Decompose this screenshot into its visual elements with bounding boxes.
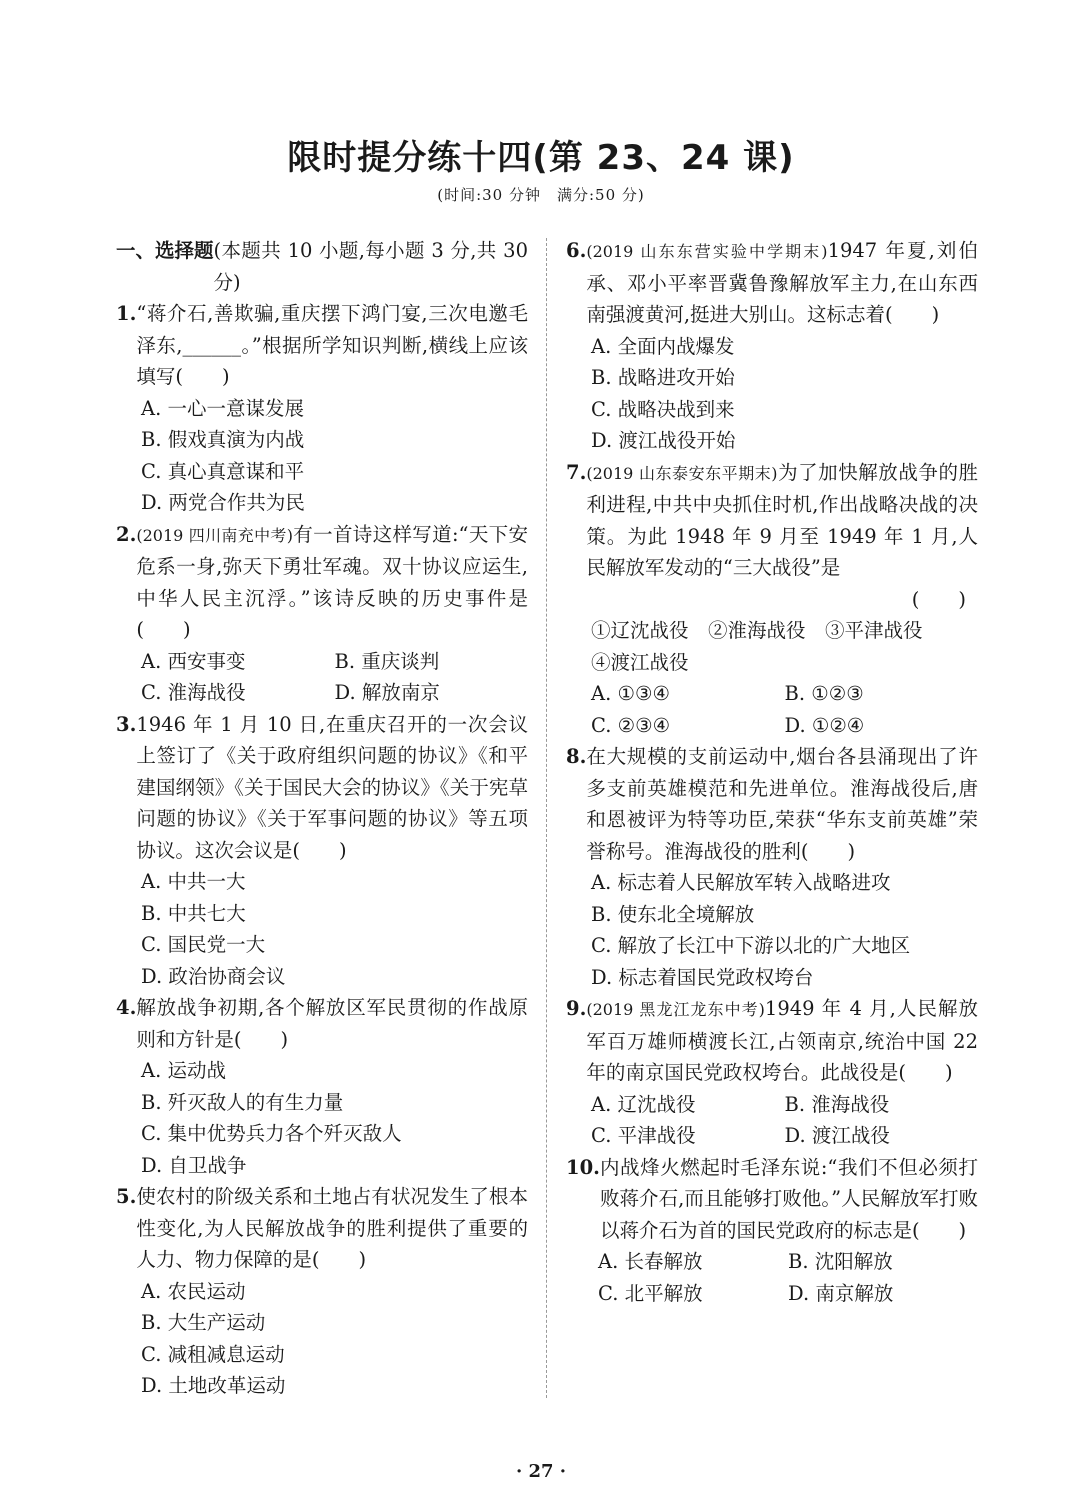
option: A. 长春解放: [598, 1250, 703, 1273]
option-row: [116, 646, 528, 678]
option: C. 平津战役: [591, 1124, 696, 1147]
answer-parenthesis: ( ): [911, 587, 966, 611]
question-6: 6. (2019 山东东营实验中学期末)1947 年夏,刘伯承、邓小平率晋冀鲁豫解放军主力,在山东西南强渡黄河,挺进大别山。这标志着( ): [566, 239, 978, 326]
option: B. 淮海战役: [784, 1092, 890, 1116]
option: D. 政治协商会议: [141, 964, 286, 988]
option-row: [566, 1278, 978, 1310]
page-title: 限时提分练十四(第 23、24 课): [287, 138, 795, 178]
question-8: 8. 在大规模的支前运动中,烟台各县涌现出了许多支前英雄模范和先进单位。淮海战役后,唐和恩被评为特等功臣,荣获“华东支前英雄”荣誉称号。淮海战役的胜利( ): [566, 745, 978, 863]
option-row: [566, 1120, 978, 1152]
question-10: 10. 内战烽火燃起时毛泽东说:“我们不但必须打败蒋介石,而且能够打败他。”人民解放军打败以蒋介石为首的国民党政府的标志是( ): [566, 1155, 978, 1242]
question-5: 5. 使农村的阶级关系和土地占有状况发生了根本性变化,为人民解放战争的胜利提供了重要的人力、物力保障的是( ): [116, 1185, 528, 1271]
time-and-score: (时间:30 分钟 满分:50 分): [437, 186, 645, 204]
option: D. 两党合作共为民: [141, 491, 305, 514]
option: C. 淮海战役: [141, 681, 246, 704]
left-column: [116, 235, 528, 1402]
question-9: 9. (2019 黑龙江龙东中考)1949 年 4 月,人民解放军百万雄师横渡长江,占领南京,统治中国 22 年的南京国民党政权垮台。此战役是( ): [566, 997, 979, 1084]
option: C. 国民党一大: [141, 933, 266, 956]
option-row: [566, 1089, 978, 1121]
option: D. 自卫战争: [141, 1153, 247, 1177]
option: B. 假戏真演为内战: [141, 428, 305, 451]
question-4: 4. 解放战争初期,各个解放区军民贯彻的作战原则和方针是( ): [116, 996, 528, 1051]
option: B. 大生产运动: [141, 1311, 266, 1334]
option: A. 中共一大: [141, 870, 246, 893]
right-column: [566, 235, 978, 1309]
option: A. 农民运动: [141, 1279, 246, 1303]
option: C. 战略决战到来: [591, 397, 735, 421]
section-header: 一、选择题 (本题共 10 小题,每小题 3 分,共 30 分): [116, 239, 528, 294]
option: A. 标志着人民解放军转入战略进攻: [591, 871, 891, 894]
option-row: [566, 1246, 978, 1278]
statement-item: ④渡江战役: [591, 650, 689, 674]
option: B. 重庆谈判: [334, 649, 440, 673]
option: B. 歼灭敌人的有生力量: [141, 1090, 344, 1114]
statement-item: ①辽沈战役 ②淮海战役 ③平津战役: [591, 619, 923, 642]
option: C. 集中优势兵力各个歼灭敌人: [141, 1122, 402, 1145]
option: A. 辽沈战役: [591, 1092, 696, 1116]
option: B. 沈阳解放: [788, 1250, 893, 1273]
option: B. 中共七大: [141, 901, 246, 925]
option: D. 南京解放: [788, 1281, 894, 1305]
option: C. 解放了长江中下游以北的广大地区: [591, 934, 911, 957]
option-row: [566, 710, 978, 742]
option-row: [116, 677, 528, 709]
option: A. 西安事变: [141, 649, 246, 673]
question-3: 3. 1946 年 1 月 10 日,在重庆召开的一次会议上签订了《关于政府组织问题的协议》《和平建国纲领》《关于国民大会的协议》《关于宪草问题的协议》《关于军事问题的协议》等五项协议。这次会议是( ): [116, 712, 528, 862]
question-1: 1. “蒋介石,善欺骗,重庆摆下鸿门宴,三次电邀毛泽东,______。”根据所学知识判断,横线上应该填写( ): [116, 302, 528, 388]
option: B. ①②③: [784, 682, 864, 705]
question-10-block: [566, 1152, 978, 1310]
question-source: (2019 黑龙江龙东中考): [586, 1000, 765, 1019]
page-number: · 27 ·: [515, 1461, 567, 1482]
option: A. 全面内战爆发: [591, 334, 735, 358]
option: D. 标志着国民党政权垮台: [591, 965, 814, 989]
option: D. 渡江战役: [784, 1124, 890, 1147]
question-source: (2019 山东东营实验中学期末): [586, 242, 828, 261]
question-2: 2. (2019 四川南充中考)有一首诗这样写道:“天下安危系一身,弥天下勇壮军魂。双十协议应运生,中华人民主沉浮。”该诗反映的历史事件是( ): [116, 522, 528, 641]
option-row: [566, 678, 978, 710]
question-7: 7. (2019 山东泰安东平期末)为了加快解放战争的胜利进程,中共中央抓住时机,作出战略决战的决策。为此 1948 年 9 月至 1949 年 1 月,人民解放军发动的“三大战役”是: [566, 460, 978, 579]
option: D. ①②④: [784, 713, 865, 737]
option: B. 使东北全境解放: [591, 902, 755, 926]
option: D. 渡江战役开始: [591, 429, 736, 452]
column-divider: [546, 238, 547, 1398]
option: A. 一心一意谋发展: [141, 396, 304, 420]
option: C. 减租减息运动: [141, 1342, 285, 1366]
option: A. 运动战: [141, 1059, 226, 1082]
option: D. 解放南京: [334, 681, 440, 704]
option: C. ②③④: [591, 713, 671, 737]
option: A. ①③④: [591, 682, 670, 705]
option: C. 北平解放: [598, 1281, 703, 1305]
question-source: (2019 四川南充中考): [136, 525, 293, 545]
option: B. 战略进攻开始: [591, 366, 735, 389]
question-source: (2019 山东泰安东平期末): [586, 463, 778, 483]
option: C. 真心真意谋和平: [141, 459, 305, 483]
option: D. 土地改革运动: [141, 1374, 286, 1397]
